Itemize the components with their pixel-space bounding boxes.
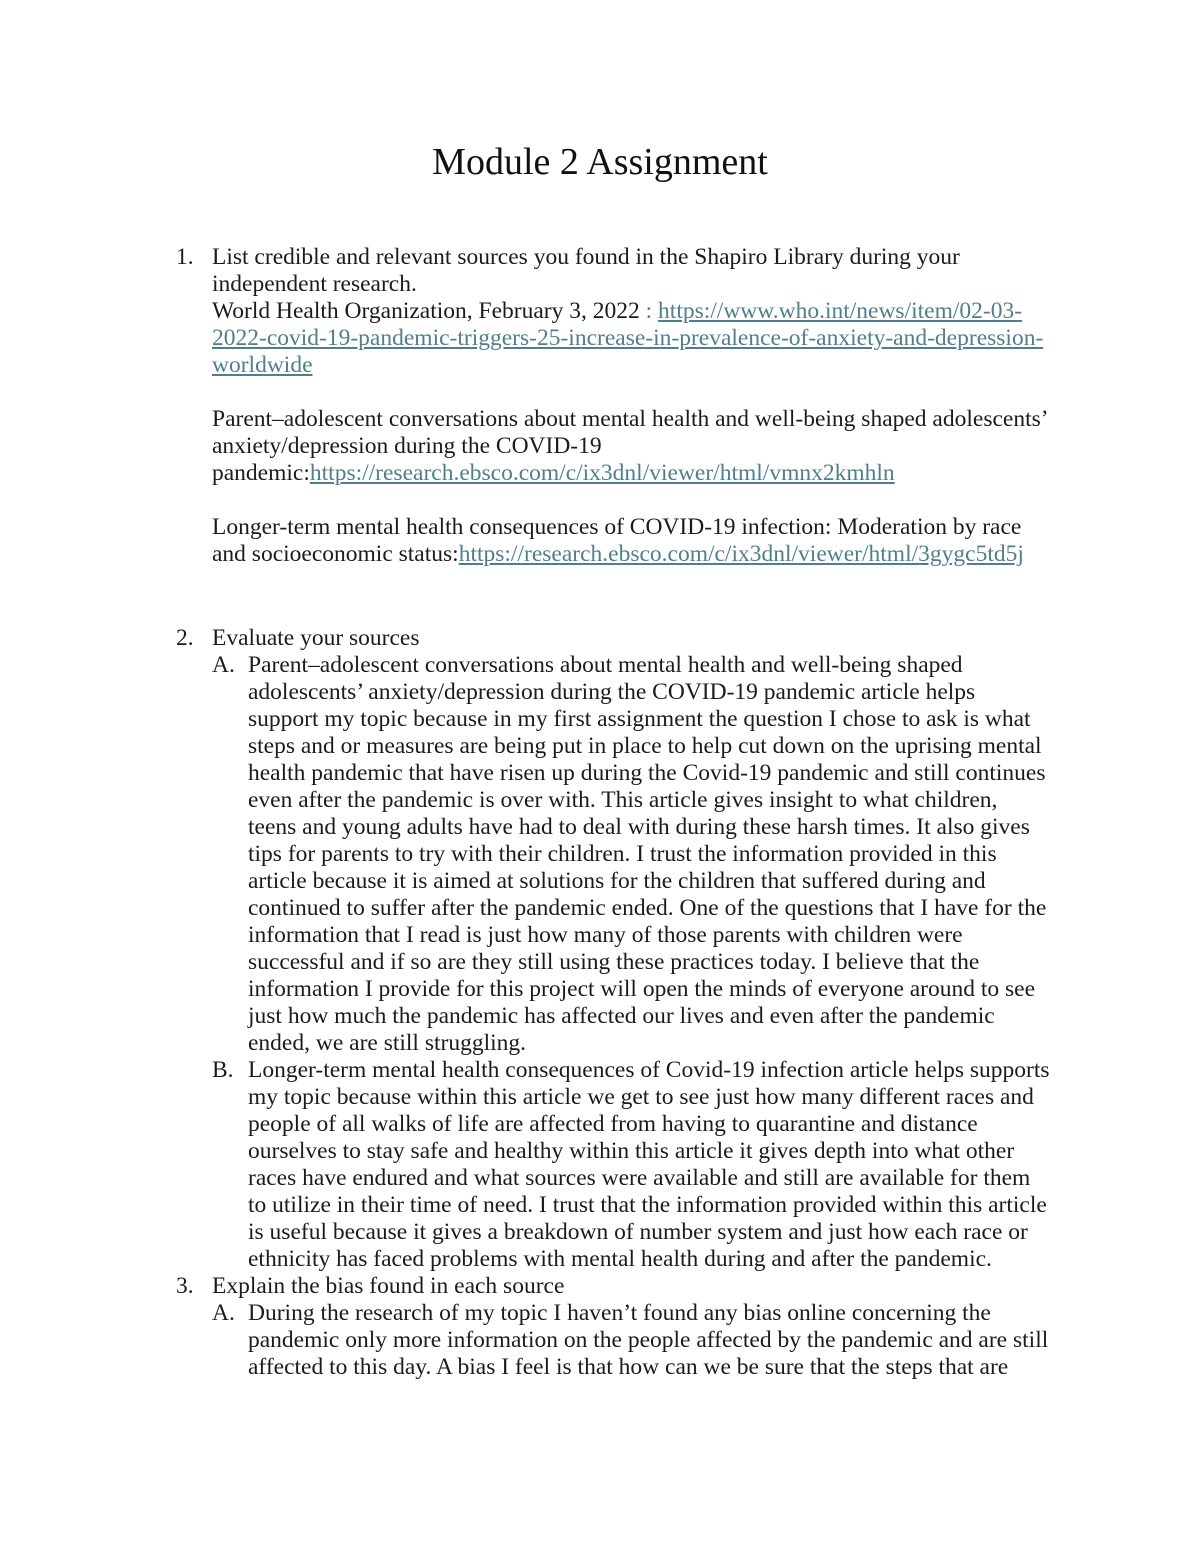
source-citation-text: Parent–adolescent conversations about mental health and well-being shaped adolescents’ anxiety/depression during the COVID-19 pandemic: <box>212 405 1047 486</box>
sub-item-2a <box>212 652 1050 1057</box>
item-1-lead-text: List credible and relevant sources you found in the Shapiro Library during your independent research. <box>212 243 960 297</box>
sub-text-2b: Longer-term mental health consequences of Covid-19 infection article helps supports my topic because within this article we get to see just how many different races and people of all walks of life are affected from having to quarantine and distance ourselves to stay safe and healthy within this article it gives depth into what other races have endured and what sources were available and still are available for them to utilize in their time of need. I trust that the information provided within this article is useful because it gives a breakdown of number system and just how each race or ethnicity has faced problems with mental health during and after the pandemic. <box>248 1056 1050 1272</box>
list-item-evaluate <box>176 625 1052 1273</box>
list-item-bias <box>176 1273 1052 1381</box>
source-entry-ebsco-1 <box>212 406 1050 487</box>
sub-letter-3a: A. <box>212 1299 235 1326</box>
list-item-2-body <box>212 625 1050 1273</box>
sub-letter-2a: A. <box>212 651 235 678</box>
source-citation-text: World Health Organization, February 3, 2022 <box>212 297 646 324</box>
item-3-lead-text: Explain the bias found in each source <box>212 1272 565 1299</box>
source-entry-who <box>212 298 1050 379</box>
list-item-3-body <box>212 1273 1050 1381</box>
list-item-sources <box>176 244 1052 568</box>
source-entry-ebsco-2 <box>212 514 1050 568</box>
sub-item-2b <box>212 1057 1050 1273</box>
ebsco-article-link-1[interactable]: https://research.ebsco.com/c/ix3dnl/viewer/html/vmnx2kmhln <box>309 459 895 486</box>
sub-item-3a <box>212 1300 1050 1381</box>
who-article-link[interactable]: https://www.who.int/news/item/02-03-2022-covid-19-pandemic-triggers-25-increase-in-prevalence-of-anxiety-and-depression-worldwide <box>212 297 1044 378</box>
list-number-1: 1. <box>176 243 194 270</box>
sub-text-3a: During the research of my topic I haven’t found any bias online concerning the pandemic only more information on the people affected by the pandemic and are still affected to this day. A bias I feel is that how can we be sure that the steps that are <box>248 1299 1049 1380</box>
ebsco-article-link-2[interactable]: https://research.ebsco.com/c/ix3dnl/viewer/html/3gygc5td5j <box>458 540 1024 567</box>
source-citation-text: Longer-term mental health consequences of COVID-19 infection: Moderation by race and socioeconomic status: <box>212 513 1022 567</box>
sub-letter-2b: B. <box>212 1056 234 1083</box>
document-body <box>176 244 1052 1381</box>
item-2-lead-text: Evaluate your sources <box>212 624 420 651</box>
sub-text-2a: Parent–adolescent conversations about mental health and well-being shaped adolescents’ anxiety/depression during the COVID-19 pandemic article helps support my topic because in my first assignment the question I chose to ask is what steps and or measures are being put in place to help cut down on the uprising mental health pandemic that have risen up during the Covid-19 pandemic and still continues even after the pandemic is over with. This article gives insight to what children, teens and young adults have had to deal with during these harsh times. It also gives tips for parents to try with their children. I trust the information provided in this article because it is aimed at solutions for the children that suffered during and continued to suffer after the pandemic ended. One of the questions that I have for the information that I read is just how many of those parents with children were successful and if so are they still using these practices today. I believe that the information I provide for this project will open the minds of everyone around to see just how much the pandemic has affected our lives and even after the pandemic ended, we are still struggling. <box>248 651 1047 1056</box>
page-title: Module 2 Assignment <box>432 141 768 183</box>
list-number-2: 2. <box>176 624 194 651</box>
citation-colon: : <box>645 297 659 324</box>
list-number-3: 3. <box>176 1272 194 1299</box>
list-item-1-body <box>212 244 1050 568</box>
